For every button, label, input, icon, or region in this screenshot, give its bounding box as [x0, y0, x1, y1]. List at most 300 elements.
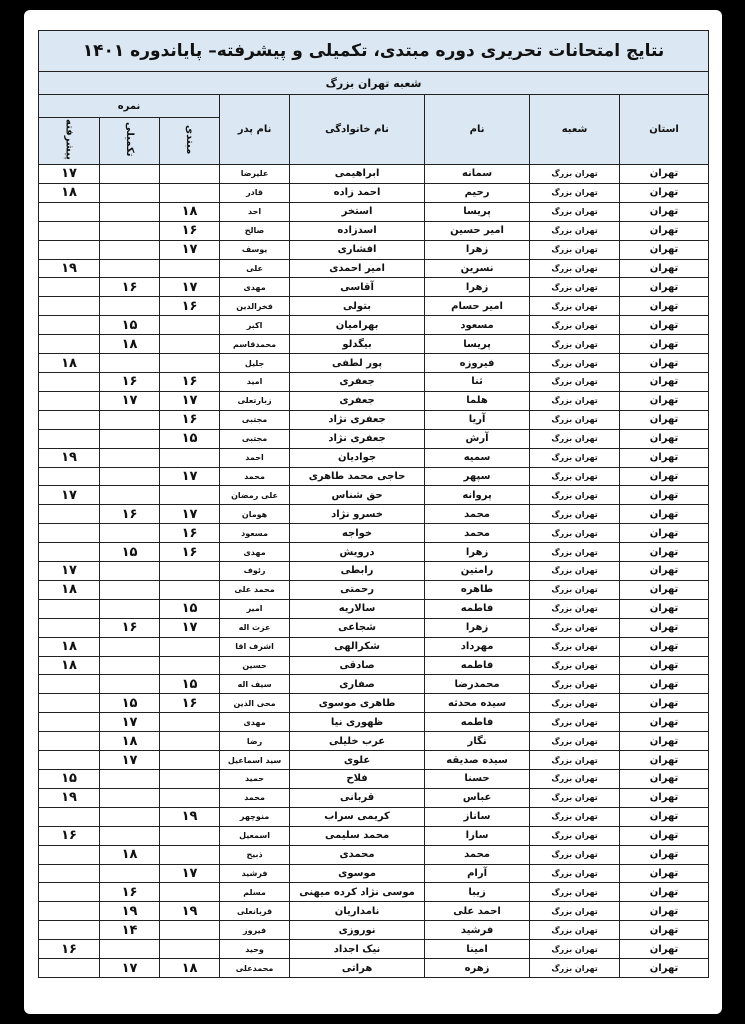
cell-intermediate-score: ۱۷: [100, 391, 160, 410]
cell-intermediate-score: [100, 656, 160, 675]
cell-father-name: محمدقاسم: [220, 335, 290, 354]
cell-last-name: جعفری نژاد: [290, 410, 425, 429]
cell-intermediate-score: [100, 524, 160, 543]
cell-first-name: سیده محدثه: [425, 694, 530, 713]
table-row: [39, 297, 709, 316]
cell-first-name: رامتین: [425, 562, 530, 581]
col-header-beginner: [160, 118, 220, 165]
cell-advanced-score: [39, 391, 100, 410]
cell-intermediate-score: [100, 221, 160, 240]
table-row: [39, 732, 709, 751]
cell-last-name: هراتی: [290, 959, 425, 978]
cell-province: تهران: [620, 732, 709, 751]
cell-father-name: محمد: [220, 467, 290, 486]
cell-beginner-score: [160, 486, 220, 505]
cell-first-name: سیده صدیقه: [425, 751, 530, 770]
cell-beginner-score: ۱۶: [160, 694, 220, 713]
cell-first-name: فرشید: [425, 921, 530, 940]
cell-branch: تهران بزرگ: [530, 807, 620, 826]
cell-beginner-score: [160, 751, 220, 770]
cell-intermediate-score: [100, 599, 160, 618]
cell-last-name: حق شناس: [290, 486, 425, 505]
cell-branch: تهران بزرگ: [530, 354, 620, 373]
cell-advanced-score: ۱۹: [39, 259, 100, 278]
cell-branch: تهران بزرگ: [530, 221, 620, 240]
cell-intermediate-score: [100, 297, 160, 316]
cell-advanced-score: ۱۸: [39, 637, 100, 656]
cell-advanced-score: [39, 467, 100, 486]
cell-branch: تهران بزرگ: [530, 599, 620, 618]
cell-first-name: حسنا: [425, 770, 530, 789]
cell-beginner-score: ۱۷: [160, 618, 220, 637]
table-row: [39, 259, 709, 278]
cell-province: تهران: [620, 448, 709, 467]
cell-father-name: علی: [220, 259, 290, 278]
cell-beginner-score: [160, 845, 220, 864]
cell-last-name: موسوی: [290, 864, 425, 883]
cell-province: تهران: [620, 845, 709, 864]
cell-intermediate-score: [100, 410, 160, 429]
cell-first-name: امینا: [425, 940, 530, 959]
cell-intermediate-score: [100, 165, 160, 184]
cell-father-name: هومان: [220, 505, 290, 524]
cell-father-name: محمدعلی: [220, 959, 290, 978]
cell-advanced-score: [39, 543, 100, 562]
cell-father-name: حسین: [220, 656, 290, 675]
cell-intermediate-score: ۱۸: [100, 845, 160, 864]
cell-province: تهران: [620, 959, 709, 978]
cell-first-name: سمیه: [425, 448, 530, 467]
cell-province: تهران: [620, 467, 709, 486]
cell-branch: تهران بزرگ: [530, 202, 620, 221]
cell-branch: تهران بزرگ: [530, 770, 620, 789]
cell-first-name: فاطمه: [425, 599, 530, 618]
col-header-first-name: نام: [425, 95, 530, 165]
cell-last-name: درویش: [290, 543, 425, 562]
cell-father-name: منوچهر: [220, 807, 290, 826]
cell-father-name: محمد علی: [220, 580, 290, 599]
table-row: [39, 713, 709, 732]
cell-province: تهران: [620, 429, 709, 448]
cell-beginner-score: ۱۶: [160, 297, 220, 316]
cell-branch: تهران بزرگ: [530, 183, 620, 202]
cell-father-name: علی رمضان: [220, 486, 290, 505]
cell-branch: تهران بزرگ: [530, 826, 620, 845]
cell-advanced-score: ۱۸: [39, 354, 100, 373]
cell-father-name: رئوف: [220, 562, 290, 581]
cell-advanced-score: [39, 751, 100, 770]
cell-beginner-score: [160, 259, 220, 278]
cell-last-name: رابطی: [290, 562, 425, 581]
cell-last-name: افشاری: [290, 240, 425, 259]
cell-advanced-score: [39, 845, 100, 864]
cell-father-name: مهدی: [220, 543, 290, 562]
cell-province: تهران: [620, 240, 709, 259]
cell-first-name: هلما: [425, 391, 530, 410]
cell-intermediate-score: ۱۴: [100, 921, 160, 940]
cell-intermediate-score: ۱۵: [100, 543, 160, 562]
cell-father-name: عزت اله: [220, 618, 290, 637]
cell-last-name: شجاعی: [290, 618, 425, 637]
cell-province: تهران: [620, 599, 709, 618]
cell-branch: تهران بزرگ: [530, 165, 620, 184]
cell-first-name: عباس: [425, 788, 530, 807]
cell-branch: تهران بزرگ: [530, 959, 620, 978]
cell-province: تهران: [620, 372, 709, 391]
cell-father-name: محی الدین: [220, 694, 290, 713]
table-row: [39, 770, 709, 789]
cell-first-name: زیبا: [425, 883, 530, 902]
cell-advanced-score: ۱۷: [39, 486, 100, 505]
cell-province: تهران: [620, 826, 709, 845]
cell-last-name: جعفری نژاد: [290, 429, 425, 448]
cell-first-name: فاطمه: [425, 713, 530, 732]
cell-father-name: احد: [220, 202, 290, 221]
cell-intermediate-score: ۱۹: [100, 902, 160, 921]
cell-advanced-score: [39, 221, 100, 240]
cell-father-name: اسمعیل: [220, 826, 290, 845]
cell-advanced-score: [39, 297, 100, 316]
cell-beginner-score: ۱۷: [160, 864, 220, 883]
cell-province: تهران: [620, 864, 709, 883]
cell-father-name: اکبر: [220, 316, 290, 335]
cell-province: تهران: [620, 940, 709, 959]
cell-advanced-score: [39, 902, 100, 921]
beginner-label: مبتدی: [184, 124, 196, 155]
cell-intermediate-score: ۱۶: [100, 883, 160, 902]
results-table: [38, 30, 709, 978]
cell-first-name: فاطمه: [425, 656, 530, 675]
table-row: [39, 599, 709, 618]
cell-beginner-score: [160, 183, 220, 202]
cell-father-name: قادر: [220, 183, 290, 202]
cell-father-name: وحید: [220, 940, 290, 959]
cell-father-name: صالح: [220, 221, 290, 240]
cell-last-name: احمد زاده: [290, 183, 425, 202]
cell-beginner-score: ۱۸: [160, 202, 220, 221]
cell-father-name: مجتبی: [220, 410, 290, 429]
cell-last-name: جوادیان: [290, 448, 425, 467]
cell-beginner-score: [160, 921, 220, 940]
cell-last-name: فلاح: [290, 770, 425, 789]
cell-branch: تهران بزرگ: [530, 278, 620, 297]
cell-last-name: نیک اجداد: [290, 940, 425, 959]
cell-province: تهران: [620, 505, 709, 524]
cell-first-name: نگار: [425, 732, 530, 751]
cell-beginner-score: ۱۷: [160, 278, 220, 297]
cell-province: تهران: [620, 751, 709, 770]
cell-branch: تهران بزرگ: [530, 297, 620, 316]
cell-province: تهران: [620, 694, 709, 713]
cell-intermediate-score: [100, 183, 160, 202]
cell-beginner-score: [160, 580, 220, 599]
cell-beginner-score: ۱۶: [160, 410, 220, 429]
table-row: [39, 826, 709, 845]
cell-first-name: محمد: [425, 845, 530, 864]
cell-advanced-score: [39, 278, 100, 297]
cell-advanced-score: ۱۵: [39, 770, 100, 789]
cell-advanced-score: ۱۸: [39, 183, 100, 202]
col-header-father-name: نام پدر: [220, 95, 290, 165]
table-row: [39, 429, 709, 448]
cell-province: تهران: [620, 543, 709, 562]
cell-first-name: زهره: [425, 959, 530, 978]
cell-father-name: فرشید: [220, 864, 290, 883]
cell-first-name: فیروزه: [425, 354, 530, 373]
cell-beginner-score: [160, 940, 220, 959]
cell-first-name: آرام: [425, 864, 530, 883]
cell-intermediate-score: [100, 940, 160, 959]
cell-first-name: آریا: [425, 410, 530, 429]
cell-province: تهران: [620, 335, 709, 354]
cell-branch: تهران بزرگ: [530, 883, 620, 902]
cell-first-name: طاهره: [425, 580, 530, 599]
cell-last-name: خسرو نژاد: [290, 505, 425, 524]
cell-branch: تهران بزرگ: [530, 845, 620, 864]
cell-first-name: ثنا: [425, 372, 530, 391]
cell-last-name: امیر احمدی: [290, 259, 425, 278]
cell-last-name: محمدی: [290, 845, 425, 864]
table-row: [39, 335, 709, 354]
cell-father-name: زبارتعلی: [220, 391, 290, 410]
cell-branch: تهران بزرگ: [530, 656, 620, 675]
cell-father-name: مجتبی: [220, 429, 290, 448]
cell-beginner-score: ۱۵: [160, 675, 220, 694]
table-row: [39, 618, 709, 637]
cell-last-name: بهرامیان: [290, 316, 425, 335]
cell-province: تهران: [620, 788, 709, 807]
cell-beginner-score: ۱۹: [160, 902, 220, 921]
cell-father-name: مسعود: [220, 524, 290, 543]
cell-last-name: اسدزاده: [290, 221, 425, 240]
cell-father-name: ذبیح: [220, 845, 290, 864]
cell-intermediate-score: ۱۷: [100, 959, 160, 978]
table-row: [39, 675, 709, 694]
cell-first-name: پریسا: [425, 335, 530, 354]
cell-branch: تهران بزرگ: [530, 259, 620, 278]
cell-father-name: رضا: [220, 732, 290, 751]
cell-beginner-score: [160, 770, 220, 789]
table-row: [39, 165, 709, 184]
cell-branch: تهران بزرگ: [530, 316, 620, 335]
cell-province: تهران: [620, 580, 709, 599]
cell-intermediate-score: ۱۸: [100, 335, 160, 354]
cell-last-name: ظهوری نیا: [290, 713, 425, 732]
cell-province: تهران: [620, 202, 709, 221]
cell-intermediate-score: [100, 202, 160, 221]
cell-province: تهران: [620, 297, 709, 316]
cell-intermediate-score: [100, 637, 160, 656]
cell-first-name: مهرداد: [425, 637, 530, 656]
table-row: [39, 183, 709, 202]
cell-branch: تهران بزرگ: [530, 562, 620, 581]
cell-branch: تهران بزرگ: [530, 524, 620, 543]
cell-intermediate-score: ۱۶: [100, 278, 160, 297]
cell-branch: تهران بزرگ: [530, 467, 620, 486]
cell-last-name: جعفری: [290, 372, 425, 391]
table-row: [39, 807, 709, 826]
cell-province: تهران: [620, 391, 709, 410]
cell-intermediate-score: [100, 826, 160, 845]
cell-advanced-score: [39, 410, 100, 429]
cell-father-name: سیف اله: [220, 675, 290, 694]
cell-advanced-score: [39, 429, 100, 448]
table-row: [39, 240, 709, 259]
cell-beginner-score: [160, 637, 220, 656]
table-row: [39, 354, 709, 373]
cell-last-name: بیگدلو: [290, 335, 425, 354]
cell-branch: تهران بزرگ: [530, 675, 620, 694]
cell-beginner-score: ۱۶: [160, 543, 220, 562]
cell-last-name: بتولی: [290, 297, 425, 316]
col-header-last-name: نام خانوادگی: [290, 95, 425, 165]
cell-first-name: رحیم: [425, 183, 530, 202]
cell-first-name: سارا: [425, 826, 530, 845]
table-row: [39, 372, 709, 391]
table-row: [39, 637, 709, 656]
page-title: نتایج امتحانات تحریری دوره مبتدی، تکمیلی و پیشرفته– پایاندوره ۱۴۰۱: [39, 31, 709, 72]
cell-province: تهران: [620, 656, 709, 675]
cell-intermediate-score: [100, 770, 160, 789]
cell-province: تهران: [620, 675, 709, 694]
cell-branch: تهران بزرگ: [530, 732, 620, 751]
cell-first-name: زهرا: [425, 240, 530, 259]
cell-intermediate-score: ۱۶: [100, 372, 160, 391]
table-row: [39, 316, 709, 335]
cell-first-name: محمد: [425, 524, 530, 543]
table-row: [39, 202, 709, 221]
cell-father-name: علیرضا: [220, 165, 290, 184]
cell-father-name: مهدی: [220, 713, 290, 732]
table-row: [39, 864, 709, 883]
cell-advanced-score: ۱۷: [39, 165, 100, 184]
cell-branch: تهران بزرگ: [530, 580, 620, 599]
cell-branch: تهران بزرگ: [530, 713, 620, 732]
cell-last-name: محمد سلیمی: [290, 826, 425, 845]
cell-beginner-score: [160, 448, 220, 467]
cell-branch: تهران بزرگ: [530, 240, 620, 259]
cell-father-name: جلیل: [220, 354, 290, 373]
cell-beginner-score: [160, 562, 220, 581]
cell-advanced-score: [39, 959, 100, 978]
cell-advanced-score: [39, 883, 100, 902]
cell-province: تهران: [620, 770, 709, 789]
cell-branch: تهران بزرگ: [530, 940, 620, 959]
cell-last-name: حاجی محمد طاهری: [290, 467, 425, 486]
cell-first-name: امیر حسام: [425, 297, 530, 316]
table-row: [39, 694, 709, 713]
table-row: [39, 959, 709, 978]
cell-branch: تهران بزرگ: [530, 751, 620, 770]
cell-father-name: سید اسماعیل: [220, 751, 290, 770]
cell-intermediate-score: [100, 788, 160, 807]
cell-intermediate-score: ۱۵: [100, 316, 160, 335]
cell-intermediate-score: [100, 240, 160, 259]
cell-province: تهران: [620, 562, 709, 581]
cell-last-name: ابراهیمی: [290, 165, 425, 184]
cell-beginner-score: [160, 335, 220, 354]
cell-intermediate-score: [100, 486, 160, 505]
cell-last-name: سالاریه: [290, 599, 425, 618]
cell-advanced-score: [39, 316, 100, 335]
table-row: [39, 788, 709, 807]
cell-province: تهران: [620, 354, 709, 373]
table-row: [39, 543, 709, 562]
cell-intermediate-score: [100, 675, 160, 694]
cell-last-name: خواجه: [290, 524, 425, 543]
cell-advanced-score: [39, 675, 100, 694]
cell-province: تهران: [620, 221, 709, 240]
cell-last-name: رحمتی: [290, 580, 425, 599]
cell-last-name: آقاسی: [290, 278, 425, 297]
cell-last-name: موسی نژاد کرده میهنی: [290, 883, 425, 902]
cell-last-name: صادقی: [290, 656, 425, 675]
col-header-province: استان: [620, 95, 709, 165]
cell-father-name: محمد: [220, 788, 290, 807]
table-row: [39, 221, 709, 240]
cell-intermediate-score: [100, 580, 160, 599]
cell-advanced-score: [39, 202, 100, 221]
cell-father-name: امیر: [220, 599, 290, 618]
table-row: [39, 524, 709, 543]
cell-beginner-score: [160, 354, 220, 373]
cell-province: تهران: [620, 316, 709, 335]
cell-first-name: سمانه: [425, 165, 530, 184]
col-header-grade: نمره: [39, 95, 220, 118]
cell-branch: تهران بزرگ: [530, 637, 620, 656]
cell-intermediate-score: [100, 354, 160, 373]
table-row: [39, 902, 709, 921]
cell-beginner-score: [160, 732, 220, 751]
cell-first-name: احمد علی: [425, 902, 530, 921]
cell-intermediate-score: [100, 259, 160, 278]
table-row: [39, 845, 709, 864]
cell-intermediate-score: [100, 448, 160, 467]
cell-intermediate-score: ۱۷: [100, 751, 160, 770]
table-row: [39, 448, 709, 467]
col-header-intermediate: [100, 118, 160, 165]
cell-branch: تهران بزرگ: [530, 788, 620, 807]
table-row: [39, 391, 709, 410]
cell-last-name: علوی: [290, 751, 425, 770]
cell-beginner-score: [160, 826, 220, 845]
cell-first-name: نسرین: [425, 259, 530, 278]
cell-branch: تهران بزرگ: [530, 429, 620, 448]
cell-beginner-score: [160, 165, 220, 184]
cell-beginner-score: [160, 883, 220, 902]
cell-advanced-score: [39, 713, 100, 732]
cell-branch: تهران بزرگ: [530, 448, 620, 467]
cell-first-name: امیر حسین: [425, 221, 530, 240]
branch-heading: شعبه تهران بزرگ: [39, 72, 709, 95]
cell-intermediate-score: [100, 429, 160, 448]
cell-beginner-score: ۱۶: [160, 372, 220, 391]
cell-last-name: عرب خلیلی: [290, 732, 425, 751]
cell-last-name: نوروزی: [290, 921, 425, 940]
cell-beginner-score: ۱۷: [160, 505, 220, 524]
cell-intermediate-score: ۱۶: [100, 618, 160, 637]
cell-province: تهران: [620, 486, 709, 505]
cell-last-name: پور لطفی: [290, 354, 425, 373]
cell-advanced-score: ۱۶: [39, 826, 100, 845]
cell-advanced-score: [39, 618, 100, 637]
cell-province: تهران: [620, 618, 709, 637]
cell-first-name: زهرا: [425, 543, 530, 562]
cell-advanced-score: [39, 240, 100, 259]
cell-first-name: ساناز: [425, 807, 530, 826]
cell-last-name: طاهری موسوی: [290, 694, 425, 713]
cell-branch: تهران بزرگ: [530, 410, 620, 429]
